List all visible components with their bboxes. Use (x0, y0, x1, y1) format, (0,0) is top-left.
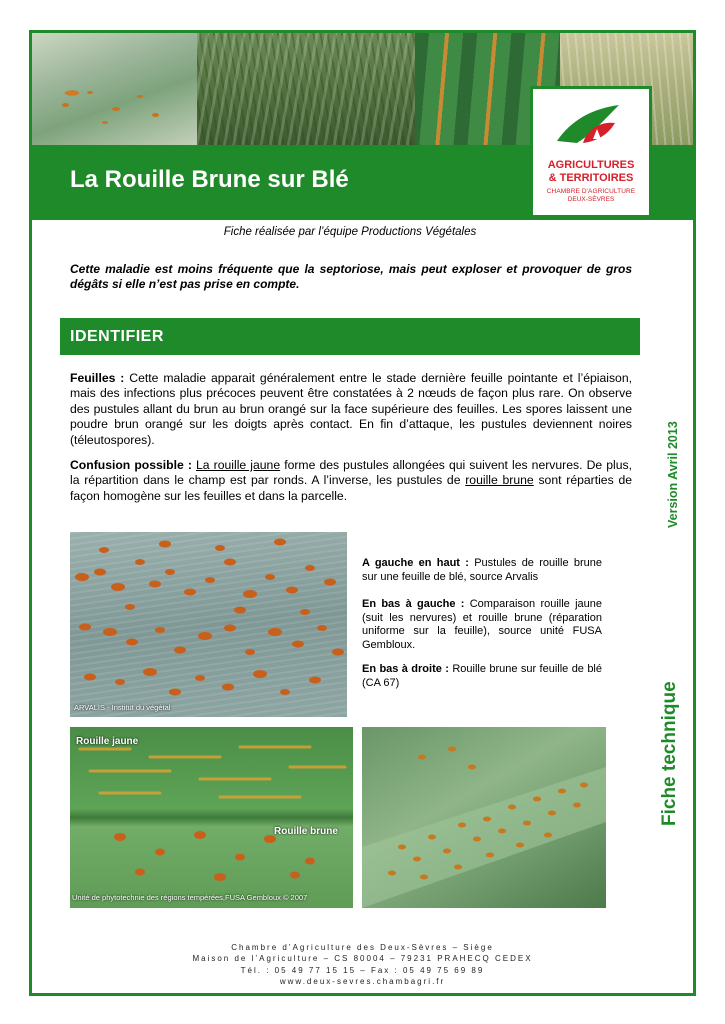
logo-line-2: & TERRITOIRES (548, 172, 634, 184)
logo-line-4: DEUX-SÈVRES (567, 196, 615, 203)
caption-2-label: En bas à gauche : (362, 598, 465, 610)
side-version-label: Version Avril 2013 (666, 421, 680, 528)
section-title: IDENTIFIER (70, 328, 164, 345)
arvalis-watermark: ARVALIS - Institut du végétal (74, 703, 171, 712)
caption-bottom-left (362, 598, 602, 652)
caption-1-text: Pustules de rouille brune sur une feuille de blé, source Arvalis (362, 557, 602, 583)
caption-3-label: En bas à droite : (362, 663, 449, 675)
document-title: La Rouille Brune sur Blé (70, 166, 349, 193)
confusion-text-1: forme des pustules allongées qui suivent les nervures. De plus, la répartition dans le champ est par ronds. A l’inverse, les pustules de (70, 458, 632, 488)
footer-address (60, 942, 665, 988)
footer-line-3: Tél. : 05 49 77 15 15 – Fax : 05 49 75 69 89 (240, 965, 485, 975)
caption-2-text: Comparaison rouille jaune (suit les nervures) et rouille brune (réparation uniforme sur la feuille), source unité FUSA Gembloux. (362, 598, 602, 651)
intro-text: Cette maladie est moins fréquente que la septoriose, mais peut exploser et provoquer de gros dégâts si elle n’est pas prise en compte. (70, 262, 632, 291)
rust-comparison-graphic (70, 727, 353, 908)
logo-line-1: AGRICULTURES (547, 159, 635, 171)
feuilles-text: Cette maladie apparait généralement entre le stade dernière feuille pointante et l’épiaison, mais des infections plus précoces peuvent être constatées à 2 nœuds de façon plus rare. On observe des pustules allant du brun au brun orangé sur la face supérieure des feuilles. Les spores laissent une poudre brun orangé sur les doigts après contact. En fin d’attaque, les pustules deviennent noires (téleutospores). (70, 371, 633, 447)
photo-brown-rust-leaf (70, 532, 347, 717)
caption-1-label: A gauche en haut : (362, 557, 469, 569)
label-rouille-brune: Rouille brune (274, 826, 338, 837)
footer-line-2: Maison de l’Agriculture – CS 80004 – 79231 PRAHECQ CEDEX (192, 954, 533, 964)
confusion-label: Confusion possible : (70, 458, 192, 472)
confusion-text-2: sont réparties de façon homogène sur les feuilles et dans la parcelle. (70, 473, 633, 503)
agricultures-territoires-logo (530, 86, 652, 218)
paragraph-confusion (70, 458, 632, 504)
credit-line: Fiche réalisée par l’équipe Productions Végétales (223, 226, 477, 238)
paragraph-feuilles (70, 371, 632, 448)
footer-website-link[interactable]: www.deux-sevres.chambagri.fr (279, 977, 446, 987)
caption-bottom-right (362, 663, 602, 690)
label-rouille-jaune: Rouille jaune (76, 736, 139, 747)
logo-line-3: CHAMBRE D'AGRICULTURE (546, 188, 636, 195)
header-photo-wheat-ears (197, 33, 415, 145)
side-fiche-technique-label: Fiche technique (659, 681, 680, 826)
photo-rust-comparison (70, 727, 353, 908)
section-header-identifier (60, 318, 640, 355)
fusa-watermark: Unité de phytotechnie des régions tempérées,FUSA Gembloux © 2007 (72, 893, 308, 902)
link-rouille-jaune: La rouille jaune (196, 458, 281, 472)
header-photo-rusty-leaf (32, 33, 197, 145)
rust-wheat-graphic (362, 727, 606, 908)
photo-brown-rust-wheat (362, 727, 606, 908)
caption-3-text: Rouille brune sur feuille de blé (CA 67) (362, 663, 602, 689)
link-rouille-brune: rouille brune (465, 473, 534, 488)
caption-top-left (362, 557, 602, 584)
rust-pustules-graphic (70, 532, 347, 717)
feuilles-label: Feuilles : (70, 371, 125, 385)
footer-line-1: Chambre d’Agriculture des Deux-Sèvres – Siège (231, 943, 494, 952)
logo-leaf-icon (549, 99, 629, 159)
